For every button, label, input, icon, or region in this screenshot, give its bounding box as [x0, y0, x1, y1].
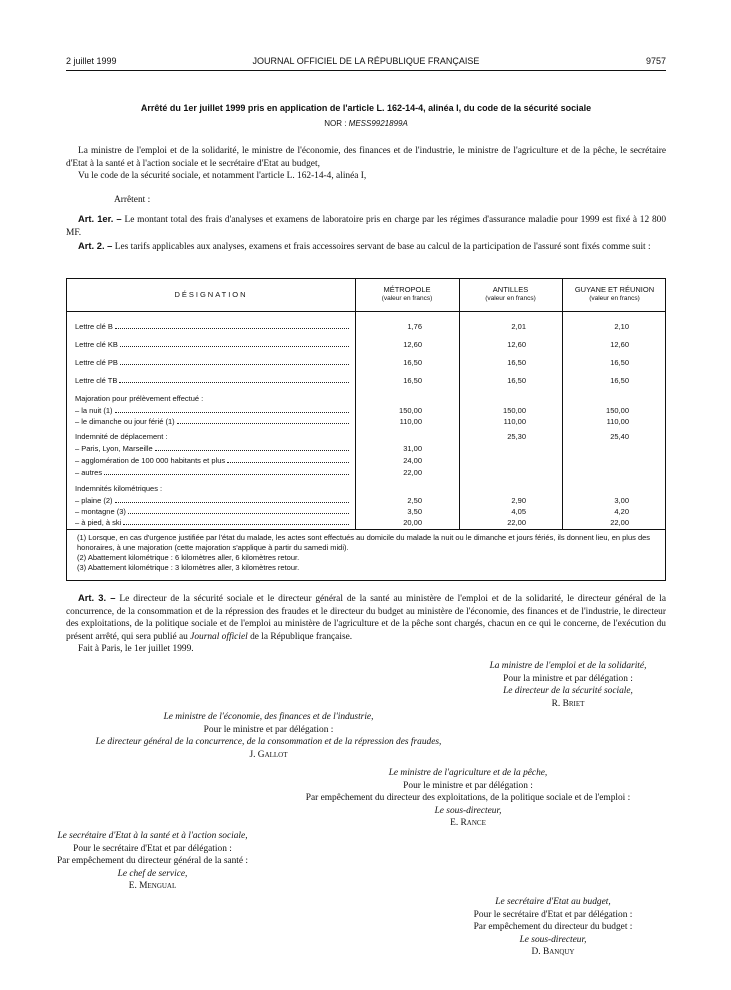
col-header-antilles-title: ANTILLES: [492, 285, 529, 294]
article-3-text-end: de la République française.: [250, 631, 353, 642]
signature-role: La ministre de l'emploi et de la solidarité,: [489, 661, 647, 671]
value-metropole: 2,50: [407, 496, 422, 505]
signature-delegation: Pour le secrétaire d'Etat et par délégation :: [73, 843, 232, 854]
value-metropole: 3,50: [407, 507, 422, 516]
table-footnote-3: (3) Abattement kilométrique : 3 kilomètres aller, 3 kilomètres retour.: [77, 563, 300, 572]
col-header-guyane-title: GUYANE ET RÉUNION: [574, 285, 655, 294]
article-1-text: Le montant total des frais d'analyses et examens de laboratoire pris en charge par les régimes d'assurance maladie pour 1999 est fixé à 12 800 MF.: [66, 215, 667, 238]
col-header-metropole-title: MÉTROPOLE: [383, 285, 431, 294]
value-metropole: 16,50: [403, 376, 422, 385]
table-row: [67, 518, 667, 530]
value-guyane-reunion: 25,40: [610, 432, 629, 441]
row-designation: [75, 376, 351, 385]
row-label: Lettre clé KB: [75, 340, 118, 349]
leader-dots: [123, 524, 349, 525]
col-header-guyane-sub: (valeur en francs): [589, 295, 640, 302]
leader-dots: [177, 423, 349, 424]
row-designation: [75, 432, 351, 441]
row-label: – montagne (3): [75, 507, 126, 516]
signature-role: Le ministre de l'agriculture et de la pêche,: [388, 768, 548, 778]
value-metropole: 110,00: [399, 417, 422, 426]
table-row: [67, 358, 667, 370]
page-header: [66, 56, 666, 70]
fait-a-paris: Fait à Paris, le 1er juillet 1999.: [78, 644, 194, 654]
row-label: Lettre clé TB: [75, 376, 118, 385]
leader-dots: [120, 346, 349, 347]
value-guyane-reunion: 2,10: [614, 322, 629, 331]
value-antilles: 12,60: [507, 340, 526, 349]
value-guyane-reunion: 110,00: [606, 417, 629, 426]
value-antilles: 22,00: [507, 518, 526, 527]
article-1: [66, 213, 666, 239]
leader-dots: [115, 502, 349, 503]
table-row: [67, 484, 667, 496]
signature-name: R. Briet: [551, 698, 585, 709]
article-3: [66, 592, 666, 643]
value-metropole: 22,00: [403, 468, 422, 477]
row-label: – le dimanche ou jour férié (1): [75, 417, 175, 426]
table-row: [67, 444, 667, 456]
row-label: – agglomération de 100 000 habitants et plus: [75, 456, 226, 465]
signature-empechement: Par empêchement du directeur général de la santé :: [56, 856, 249, 866]
row-label: – Paris, Lyon, Marseille: [75, 444, 153, 453]
row-label: – autres: [75, 468, 103, 477]
signature-title: Le directeur de la sécurité sociale,: [503, 686, 633, 696]
signature-name: J. Gallot: [249, 749, 288, 760]
signature-agriculture: [270, 767, 666, 830]
col-header-metropole-sub: (valeur en francs): [381, 295, 433, 302]
tariff-table: [66, 278, 666, 581]
signature-title: Le sous-directeur,: [434, 805, 502, 816]
leader-dots: [120, 364, 349, 365]
row-designation: [75, 456, 351, 465]
article-3-text: Le directeur de la sécurité sociale et le directeur général de la santé au ministère de l'emploi et de la solidarité, le directeur général de la concurrence, de la consommation et de la répression des fraudes et le directeur du budget au ministère de l'économie, des finances et de l'industrie, le directeur des exploitations, de la politique sociale et de l'emploi au ministère de l'agriculture et de la pêche sont chargés, chacun en ce qui le concerne, de l'exécution du présent arrêté, qui sera publié au: [66, 594, 666, 642]
value-antilles: 150,00: [503, 406, 526, 415]
value-guyane-reunion: 22,00: [610, 518, 629, 527]
table-row: [67, 340, 667, 352]
article-2-text: Les tarifs applicables aux analyses, examens et frais accessoires servant de base au calcul de la participation de l'assuré sont fixés comme suit :: [114, 242, 651, 252]
value-guyane-reunion: 16,50: [610, 376, 629, 385]
row-designation: [75, 358, 351, 367]
nor-code: MESS9921899A: [348, 119, 408, 128]
preamble-ministers: La ministre de l'emploi et de la solidarité, le ministre de l'économie, des finances et de l'industrie, le ministre de l'agriculture et de la pêche, le secrétaire d'Etat à la santé et à l'action sociale et le secrétaire d'Etat au budget,: [66, 146, 666, 169]
value-metropole: 12,60: [403, 340, 422, 349]
header-date: 2 juillet 1999: [66, 56, 117, 66]
table-footnote-2: (2) Abattement kilométrique : 6 kilomètres aller, 6 kilomètres retour.: [77, 553, 300, 562]
row-label: – à pied, à ski: [75, 518, 122, 527]
signature-name: E. Mengual: [128, 881, 177, 891]
leader-dots: [155, 450, 349, 451]
header-journal: JOURNAL OFFICIEL DE LA RÉPUBLIQUE FRANÇAISE: [252, 56, 480, 66]
article-3-journal: Journal officiel: [190, 631, 248, 642]
signature-title: Le directeur général de la concurrence, de la consommation et de la répression des fraudes,: [95, 737, 442, 747]
table-row: [67, 322, 667, 334]
value-guyane-reunion: 12,60: [610, 340, 629, 349]
row-label: Lettre clé PB: [75, 358, 118, 367]
value-antilles: 2,01: [511, 322, 526, 331]
signature-name: D. Banquy: [531, 947, 575, 957]
value-metropole: 150,00: [399, 406, 422, 415]
leader-dots: [104, 474, 349, 475]
signature-empechement: Par empêchement du directeur du budget :: [473, 922, 633, 932]
row-designation: [75, 496, 351, 505]
row-label: Lettre clé B: [75, 322, 113, 331]
value-metropole: 16,50: [403, 358, 422, 367]
value-antilles: 25,30: [507, 432, 526, 441]
leader-dots: [115, 328, 349, 329]
value-metropole: 1,76: [407, 322, 422, 331]
signature-role: Le secrétaire d'Etat au budget,: [495, 897, 611, 907]
value-guyane-reunion: 150,00: [606, 406, 629, 415]
table-row: [67, 468, 667, 480]
table-row: [67, 432, 667, 444]
table-row: [67, 394, 667, 406]
signature-role: Le ministre de l'économie, des finances et de l'industrie,: [163, 712, 374, 722]
signature-role: Le secrétaire d'Etat à la santé et à l'action sociale,: [57, 831, 248, 841]
row-designation: [75, 484, 351, 493]
value-guyane-reunion: 16,50: [610, 358, 629, 367]
value-guyane-reunion: 4,20: [614, 507, 629, 516]
nor-label: NOR :: [324, 119, 347, 128]
row-label: Indemnité de déplacement :: [75, 432, 168, 441]
value-metropole: 20,00: [403, 518, 422, 527]
signature-sante: [40, 830, 265, 893]
article-2: [66, 240, 666, 254]
preamble-vu: Vu le code de la sécurité sociale, et notamment l'article L. 162-14-4, alinéa I,: [78, 171, 367, 181]
decree-title: Arrêté du 1er juillet 1999 pris en application de l'article L. 162-14-4, alinéa I, du code de la sécurité sociale: [140, 103, 592, 113]
value-antilles: 110,00: [503, 417, 526, 426]
leader-dots: [128, 513, 349, 514]
header-page-number: 9757: [645, 56, 666, 66]
header-rule: [66, 70, 666, 71]
col-header-antilles-sub: (valeur en francs): [485, 295, 536, 302]
value-antilles: 16,50: [507, 358, 526, 367]
row-designation: [75, 444, 351, 453]
row-designation: [75, 394, 351, 403]
table-row: [67, 417, 667, 429]
article-3-label: Art. 3. –: [78, 592, 116, 603]
signature-delegation: Pour le ministre et par délégation :: [203, 724, 334, 735]
signature-name: E. Rance: [450, 818, 486, 828]
col-header-guyane-reunion: [562, 285, 667, 303]
leader-dots: [227, 462, 349, 463]
row-designation: [75, 468, 351, 477]
col-header-metropole: [355, 285, 459, 303]
article-2-label: Art. 2. –: [78, 240, 113, 251]
signature-delegation: Pour la ministre et par délégation :: [503, 673, 633, 684]
row-designation: [75, 406, 351, 415]
row-designation: [75, 507, 351, 516]
value-guyane-reunion: 3,00: [614, 496, 629, 505]
article-1-label: Art. 1er. –: [78, 213, 122, 224]
signature-economie: [66, 711, 471, 761]
signature-delegation: Pour le secrétaire d'Etat et par délégation :: [473, 909, 633, 920]
table-row: [67, 456, 667, 468]
row-designation: [75, 518, 351, 527]
signature-emploi: [470, 660, 666, 710]
col-header-designation: DÉSIGNATION: [174, 290, 248, 299]
signature-delegation: Pour le ministre et par délégation :: [403, 780, 533, 791]
signature-empechement: Par empêchement du directeur des exploitations, de la politique sociale et de l'emploi :: [305, 793, 631, 803]
row-label: Indemnités kilométriques :: [75, 484, 163, 493]
arretent: Arrêtent :: [114, 195, 151, 205]
signature-title: Le sous-directeur,: [519, 934, 587, 945]
value-metropole: 31,00: [403, 444, 422, 453]
value-antilles: 2,90: [511, 496, 526, 505]
row-designation: [75, 340, 351, 349]
signature-budget: [440, 896, 666, 959]
row-designation: [75, 322, 351, 331]
table-row: [67, 376, 667, 388]
leader-dots: [115, 412, 349, 413]
value-antilles: 4,05: [511, 507, 526, 516]
row-label: – plaine (2): [75, 496, 113, 505]
table-header-rule: [67, 311, 665, 312]
signature-title: Le chef de service,: [117, 868, 188, 879]
row-label: – la nuit (1): [75, 406, 113, 415]
nor-reference: [66, 119, 666, 128]
leader-dots: [119, 382, 349, 383]
row-label: Majoration pour prélèvement effectué :: [75, 394, 204, 403]
row-designation: [75, 417, 351, 426]
value-antilles: 16,50: [507, 376, 526, 385]
table-footnote-1: (1) Lorsque, en cas d'urgence justifiée par l'état du malade, les actes sont effectués au domicile du malade la nuit ou le dimanche et jours fériés, ils donnent lieu, en plus des honoraires, à une majoration (cette majoration s'applique à partir du samedi midi).: [77, 533, 651, 552]
value-metropole: 24,00: [403, 456, 422, 465]
col-header-antilles: [459, 285, 562, 303]
